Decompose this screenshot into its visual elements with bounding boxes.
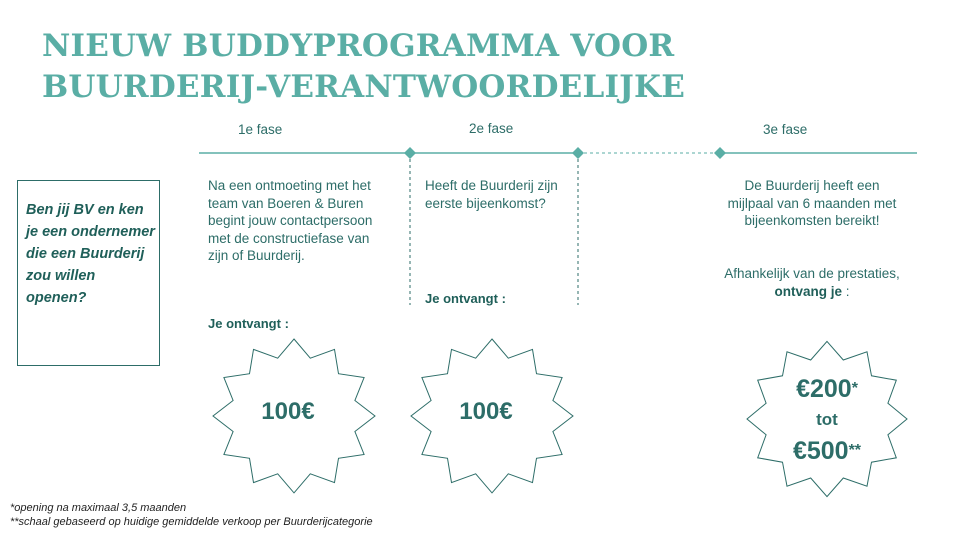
phase-3-amount bbox=[772, 372, 882, 468]
phase-2-description: Heeft de Buurderij zijn eerste bijeenkomst? bbox=[425, 178, 558, 211]
milestone-marker-2 bbox=[572, 147, 584, 159]
milestone-marker-1 bbox=[404, 147, 416, 159]
amount-from-value: €200 bbox=[796, 375, 852, 403]
amount-to-value: €500 bbox=[792, 437, 849, 465]
title-line-2: BUURDERIJ-VERANTWOORDELIJKE bbox=[42, 69, 686, 105]
phase-1-description: Na een ontmoeting met het team van Boeren & Buren begint jouw contactpersoon met de constructiefase van zijn of Buurderij. bbox=[208, 178, 373, 263]
phase-1-receive-label: Je ontvangt : bbox=[208, 316, 289, 331]
phase-3-label: 3e fase bbox=[763, 122, 808, 137]
phase-3-condition-prefix: Afhankelijk van de prestaties, bbox=[724, 266, 900, 281]
amount-range-from bbox=[772, 372, 882, 406]
footnote-2: **schaal gebaseerd op huidige gemiddelde verkoop per Buurderijcategorie bbox=[10, 516, 373, 528]
amount-range-to bbox=[772, 434, 882, 468]
question-box bbox=[17, 180, 160, 366]
phase-1-amount: 100€ bbox=[261, 398, 315, 425]
phase-2-receive-label: Je ontvangt : bbox=[425, 291, 506, 306]
amount-from-footnote-mark: * bbox=[851, 380, 858, 397]
phase-3-condition-bold: ontvang je bbox=[774, 283, 842, 299]
title-line-1: NIEUW BUDDYPROGRAMMA VOOR bbox=[42, 28, 675, 64]
question-text: Ben jij BV en ken je een ondernemer die een Buurderij zou willen openen? bbox=[26, 202, 155, 306]
amount-to-footnote-mark: ** bbox=[848, 442, 862, 459]
phase-2-amount: 100€ bbox=[459, 398, 513, 425]
phase-1-label: 1e fase bbox=[238, 122, 283, 137]
phase-3-condition bbox=[722, 265, 902, 300]
phase-3-condition-suffix: : bbox=[842, 283, 850, 299]
amount-range-separator: tot bbox=[816, 410, 838, 429]
footnote-1: *opening na maximaal 3,5 maanden bbox=[10, 502, 187, 514]
milestone-marker-3 bbox=[714, 147, 726, 159]
phase-2-label: 2e fase bbox=[469, 121, 514, 136]
phase-3-description: De Buurderij heeft een mijlpaal van 6 maanden met bijeenkomsten bereikt! bbox=[727, 178, 897, 228]
